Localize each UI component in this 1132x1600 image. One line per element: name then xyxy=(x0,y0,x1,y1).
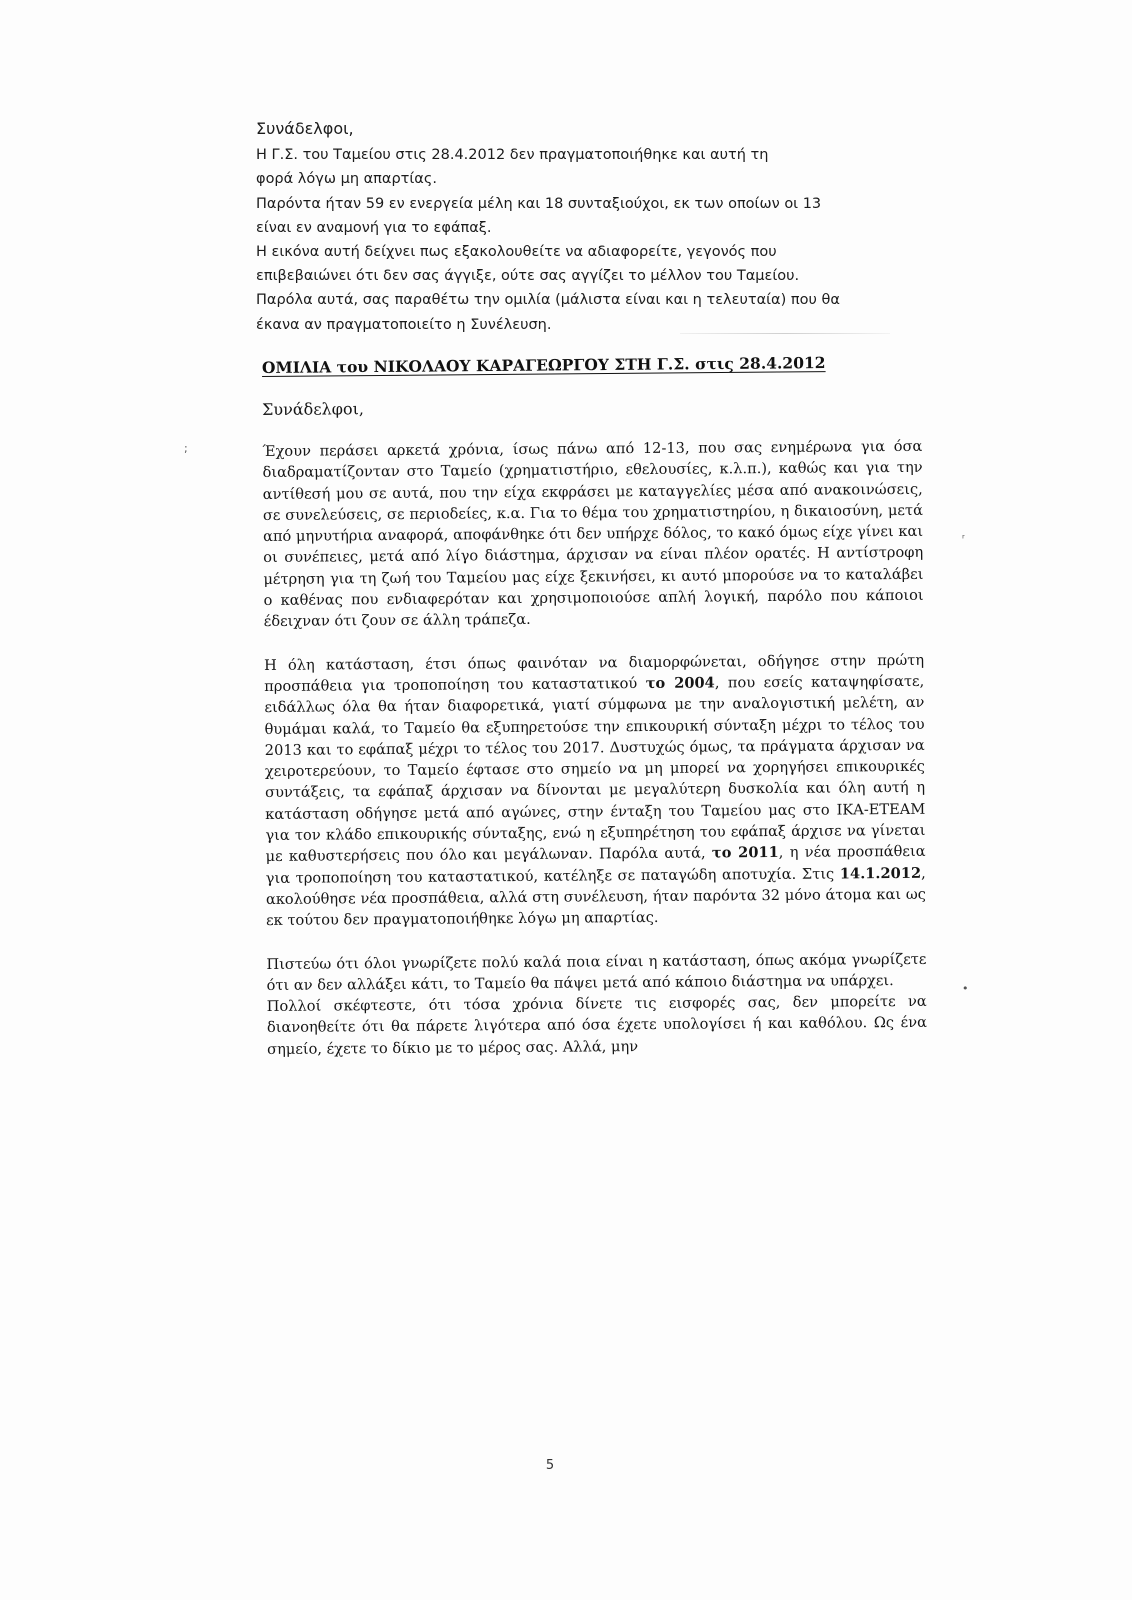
speech-salutation: Συνάδελφοι, xyxy=(262,399,364,419)
scan-speck: • xyxy=(962,982,969,995)
intro-line: Η εικόνα αυτή δείχνει πως εξακολουθείτε να αδιαφορείτε, γεγονός που xyxy=(256,244,777,261)
speech-paragraph-3: Πιστεύω ότι όλοι γνωρίζετε πολύ καλά ποια είναι η κατάσταση, όπως ακόμα γνωρίζετε ότι αν δεν αλλάξει κάτι, το Ταμείο θα πάψει μετά από κάποιο διάστημα να υπάρχει. xyxy=(266,950,927,994)
emphasis-date: το 2004 xyxy=(645,674,715,692)
paragraph-text: , ακολούθησε νέα προσπάθεια, αλλά στη συνέλευση, ήταν παρόντα 32 μόνο άτομα και ως εκ τούτου δεν πραγματοποιήθηκε λόγω μη απαρτίας. xyxy=(265,864,926,930)
intro-line: φορά λόγω μη απαρτίας. xyxy=(256,171,437,188)
speech-paragraph-2 xyxy=(264,649,926,931)
intro-line: Η Γ.Σ. του Ταμείου στις 28.4.2012 δεν πραγματοποιήθηκε και αυτή τη xyxy=(256,147,769,164)
paragraph-text: , που εσείς καταψηφίσατε, ειδάλλως όλα θα ήταν διαφορετικά, γιατί σύμφωνα με την αναλογιστική μελέτη, αν θυμάμαι καλά, το Ταμείο θα εξυπηρετούσε την επικουρική σύνταξη μέχρι το τέλος του 2013 και το εφάπαξ μέχρι το τέλος του 2017. Δυστυχώς όμως, τα πράγματα άρχισαν να χειροτερεύουν, το Ταμείο έφτασε στο σημείο να μη μπορεί να χορηγήσει επικουρικές συντάξεις, τα εφάπαξ άρχισαν να δίνονται με μεγαλύτερη δυσκολία και όλη αυτή η κατάσταση οδήγησε μετά από αγώνες, στην ένταξη του Ταμείου μας στο ΙΚΑ-ΕΤΕΑΜ για τον κλάδο επικουρικής σύνταξης, ενώ η εξυπηρέτηση του εφάπαξ άρχισε να γίνεται με καθυστερήσεις που όλο και μεγάλωναν. Παρόλα αυτά, xyxy=(264,672,926,866)
scan-speck: ; xyxy=(184,442,188,455)
speech-body xyxy=(262,395,927,1082)
intro-line: είναι εν αναμονή για το εφάπαξ. xyxy=(256,219,492,236)
emphasis-date: το 2011 xyxy=(711,844,779,862)
page-number: 5 xyxy=(545,1458,555,1473)
speech-paragraph-1: Έχουν περάσει αρκετά χρόνια, ίσως πάνω από 12-13, που σας ενημέρωνα για όσα διαδραματίζονταν στο Ταμείο (χρηματιστήριο, εθελουσίες, κ.λ.π.), καθώς και για την αντίθεσή μου σε αυτά, που την είχα εκφράσει με καταγγελίες μέσα από ανακοινώσεις, σε συνελεύσεις, σε περιοδείες, κ.α. Για το θέμα του χρηματιστηρίου, η δικαιοσύνη, μετά από μηνυτήρια αναφορά, αποφάνθηκε ότι δεν υπήρχε δόλος, το κακό όμως είχε γίνει και οι συνέπειες, μετά από λίγο διάστημα, άρχισαν να είναι πλέον ορατές. Η αντίστροφη μέτρηση για τη ζωή του Ταμείου μας είχε ξεκινήσει, κι αυτό μπορούσε να το καταλάβει ο καθένας που ενδιαφερόταν και χρησιμοποιούσε απλή λογική, παρόλο που κάποιοι έδειχναν ότι ζουν σε άλλη τράπεζα. xyxy=(262,437,924,631)
emphasis-date: 14.1.2012 xyxy=(839,864,922,883)
intro-line: Παρόντα ήταν 59 εν ενεργεία μέλη και 18 συνταξιούχοι, εκ των οποίων οι 13 xyxy=(256,195,822,212)
paragraph-text: Η όλη κατάσταση, έτσι όπως φαινόταν να διαμορφώνεται, οδήγησε στην πρώτη προσπάθεια για τροποποίηση του καταστατικού xyxy=(264,651,925,695)
intro-line: Παρόλα αυτά, σας παραθέτω την ομιλία (μάλιστα είναι και η τελευταία) που θα xyxy=(256,292,840,309)
speech-heading: ΟΜΙΛΙΑ του ΝΙΚΟΛΑΟΥ ΚΑΡΑΓΕΩΡΓΟΥ ΣΤΗ Γ.Σ. στις 28.4.2012 xyxy=(261,353,826,377)
paragraph-text: , η νέα προσπάθεια για τροποποίηση του καταστατικού, κατέληξε σε παταγώδη αποτυχία. Στις xyxy=(265,843,926,887)
intro-line: έκανα αν πραγματοποιείτο η Συνέλευση. xyxy=(256,316,552,333)
intro-greeting: Συνάδελφοι, xyxy=(256,119,354,138)
scan-artifact-line xyxy=(680,333,890,334)
speech-paragraph-4: Πολλοί σκέφτεστε, ότι τόσα χρόνια δίνετε τις εισφορές σας, δεν μπορείτε να διανοηθείτε ότι θα πάρετε λιγότερα από όσα έχετε υπολογίσει ή και καθόλου. Ως ένα σημείο, έχετε το δίκιο με το μέρος σας. Αλλά, μην xyxy=(266,992,927,1058)
intro-note xyxy=(256,117,896,337)
scan-speck: ʳ xyxy=(962,532,965,545)
intro-line: επιβεβαιώνει ότι δεν σας άγγιξε, ούτε σας αγγίζει το μέλλον του Ταμείου. xyxy=(256,268,800,285)
